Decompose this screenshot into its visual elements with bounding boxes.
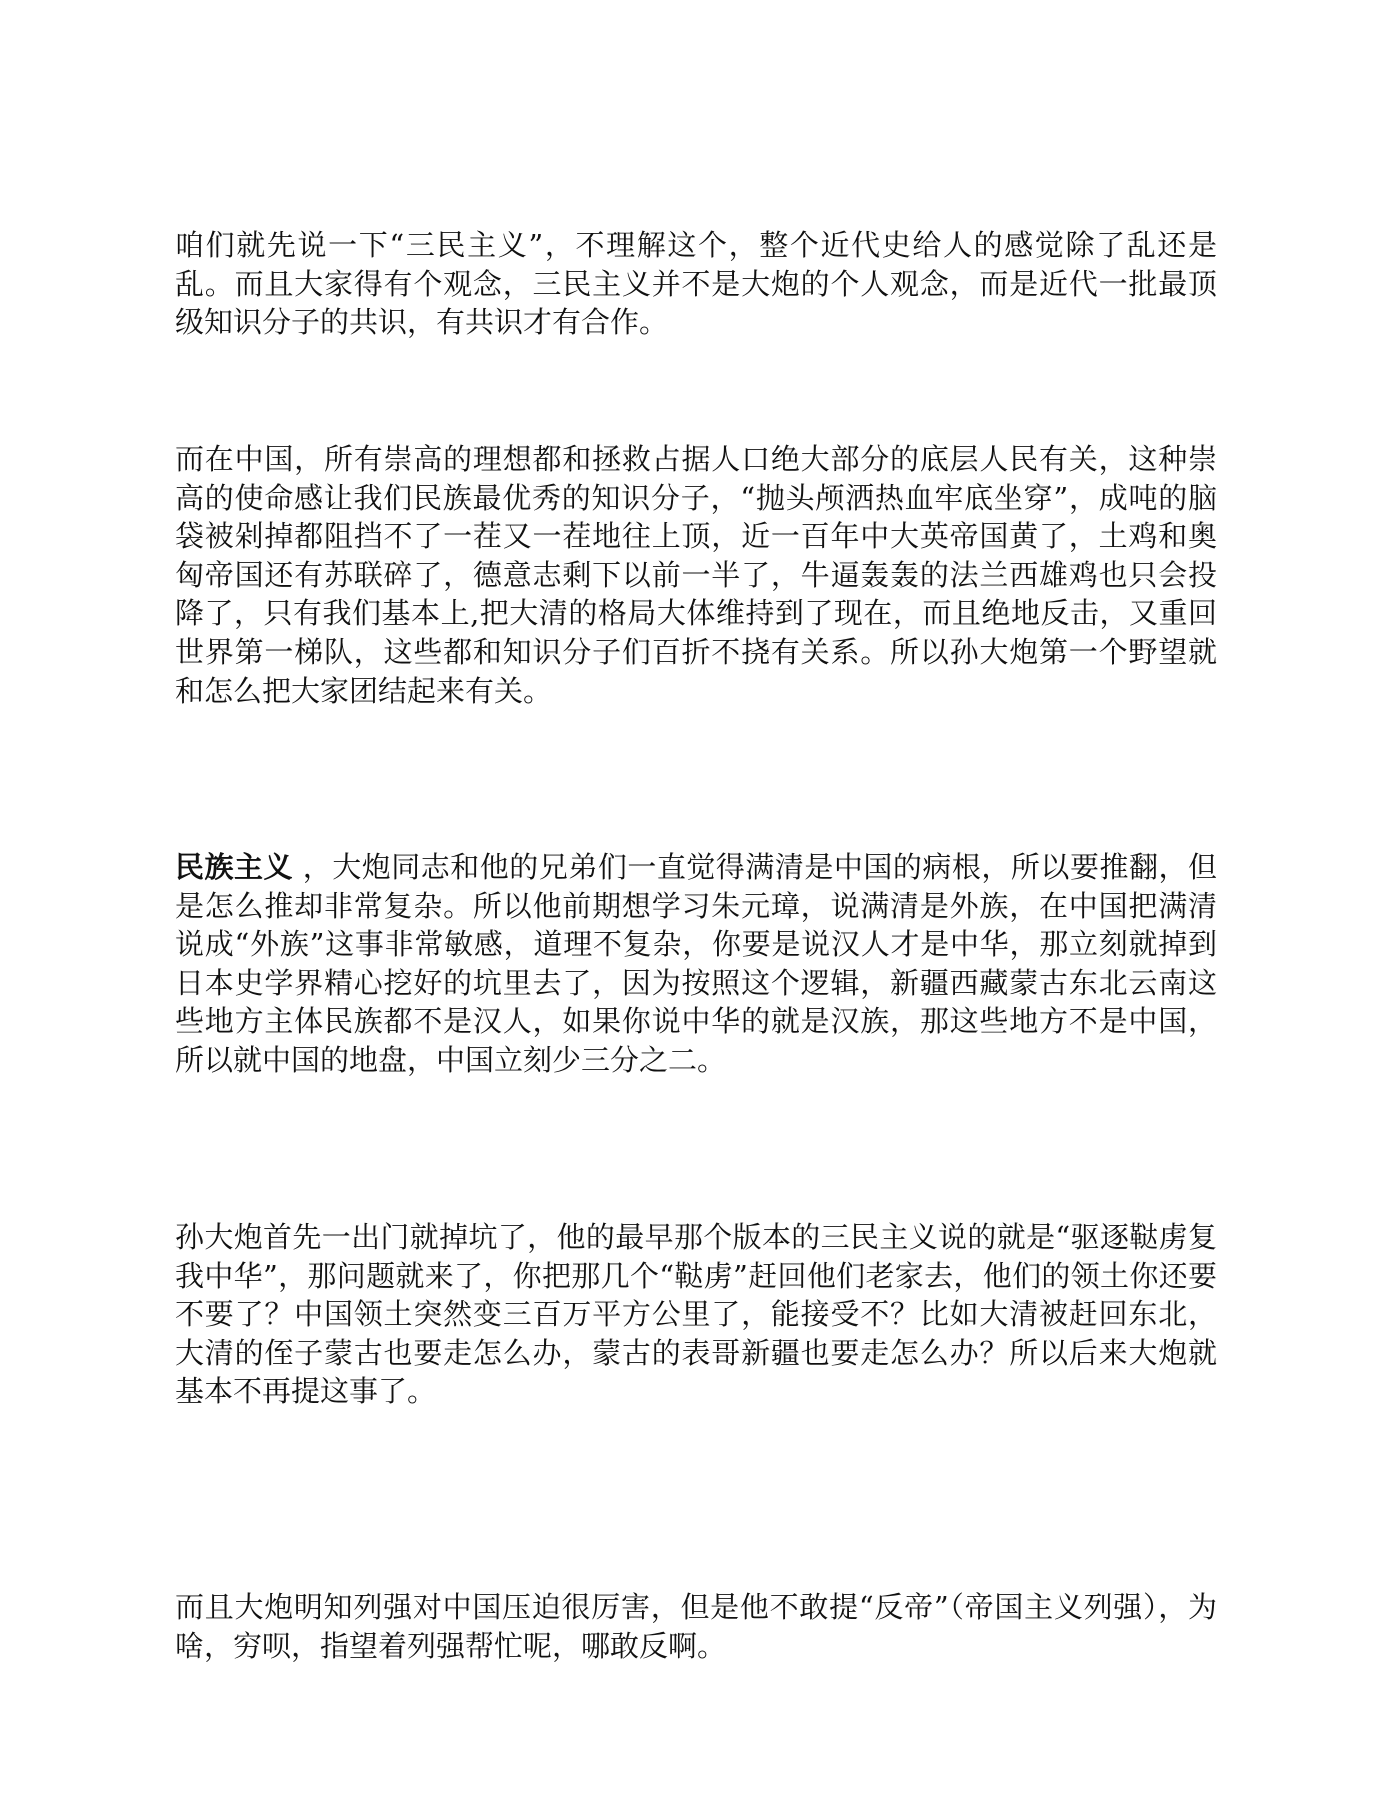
paragraph-3-heading: 民族主义 <box>175 850 294 884</box>
paragraph-1-text: 咱们就先说一下“三民主义”，不理解这个，整个近代史给人的感觉除了乱还是乱。而且大家得有个观念，三民主义并不是大炮的个人观念，而是近代一批最顶级知识分子的共识，有共识才有合作。 <box>175 228 1217 340</box>
paragraph-2-text: 而在中国，所有崇高的理想都和拯救占据人口绝大部分的底层人民有关，这种崇高的使命感让我们民族最优秀的知识分子，“抛头颅洒热血牢底坐穿”，成吨的脑袋被剁掉都阻挡不了一茬又一茬地往上顶，近一百年中大英帝国黄了，土鸡和奥匈帝国还有苏联碎了，德意志剩下以前一半了，牛逼轰轰的法兰西雄鸡也只会投降了，只有我们基本上,把大清的格局大体维持到了现在，而且绝地反击，又重回世界第一梯队，这些都和知识分子们百折不挠有关系。所以孙大炮第一个野望就和怎么把大家团结起来有关。 <box>175 442 1217 708</box>
paragraph-4 <box>175 1218 1217 1411</box>
paragraph-3 <box>175 848 1217 1080</box>
paragraph-3-text: ，大炮同志和他的兄弟们一直觉得满清是中国的病根，所以要推翻，但是怎么推却非常复杂。所以他前期想学习朱元璋，说满清是外族，在中国把满清说成“外族”这事非常敏感，道理不复杂，你要是说汉人才是中华，那立刻就掉到日本史学界精心挖好的坑里去了，因为按照这个逻辑，新疆西藏蒙古东北云南这些地方主体民族都不是汉人，如果你说中华的就是汉族，那这些地方不是中国，所以就中国的地盘，中国立刻少三分之二。 <box>175 850 1217 1077</box>
paragraph-5-text: 而且大炮明知列强对中国压迫很厉害，但是他不敢提“反帝”（帝国主义列强），为啥，穷呗，指望着列强帮忙呢，哪敢反啊。 <box>175 1590 1217 1663</box>
paragraph-5 <box>175 1588 1217 1665</box>
paragraph-2 <box>175 440 1217 710</box>
paragraph-1 <box>175 226 1217 342</box>
paragraph-4-text: 孙大炮首先一出门就掉坑了，他的最早那个版本的三民主义说的就是“驱逐鞑虏复我中华”，那问题就来了，你把那几个“鞑虏”赶回他们老家去，他们的领土你还要不要了？中国领土突然变三百万平方公里了，能接受不？比如大清被赶回东北，大清的侄子蒙古也要走怎么办，蒙古的表哥新疆也要走怎么办？所以后来大炮就基本不再提这事了。 <box>175 1220 1217 1409</box>
